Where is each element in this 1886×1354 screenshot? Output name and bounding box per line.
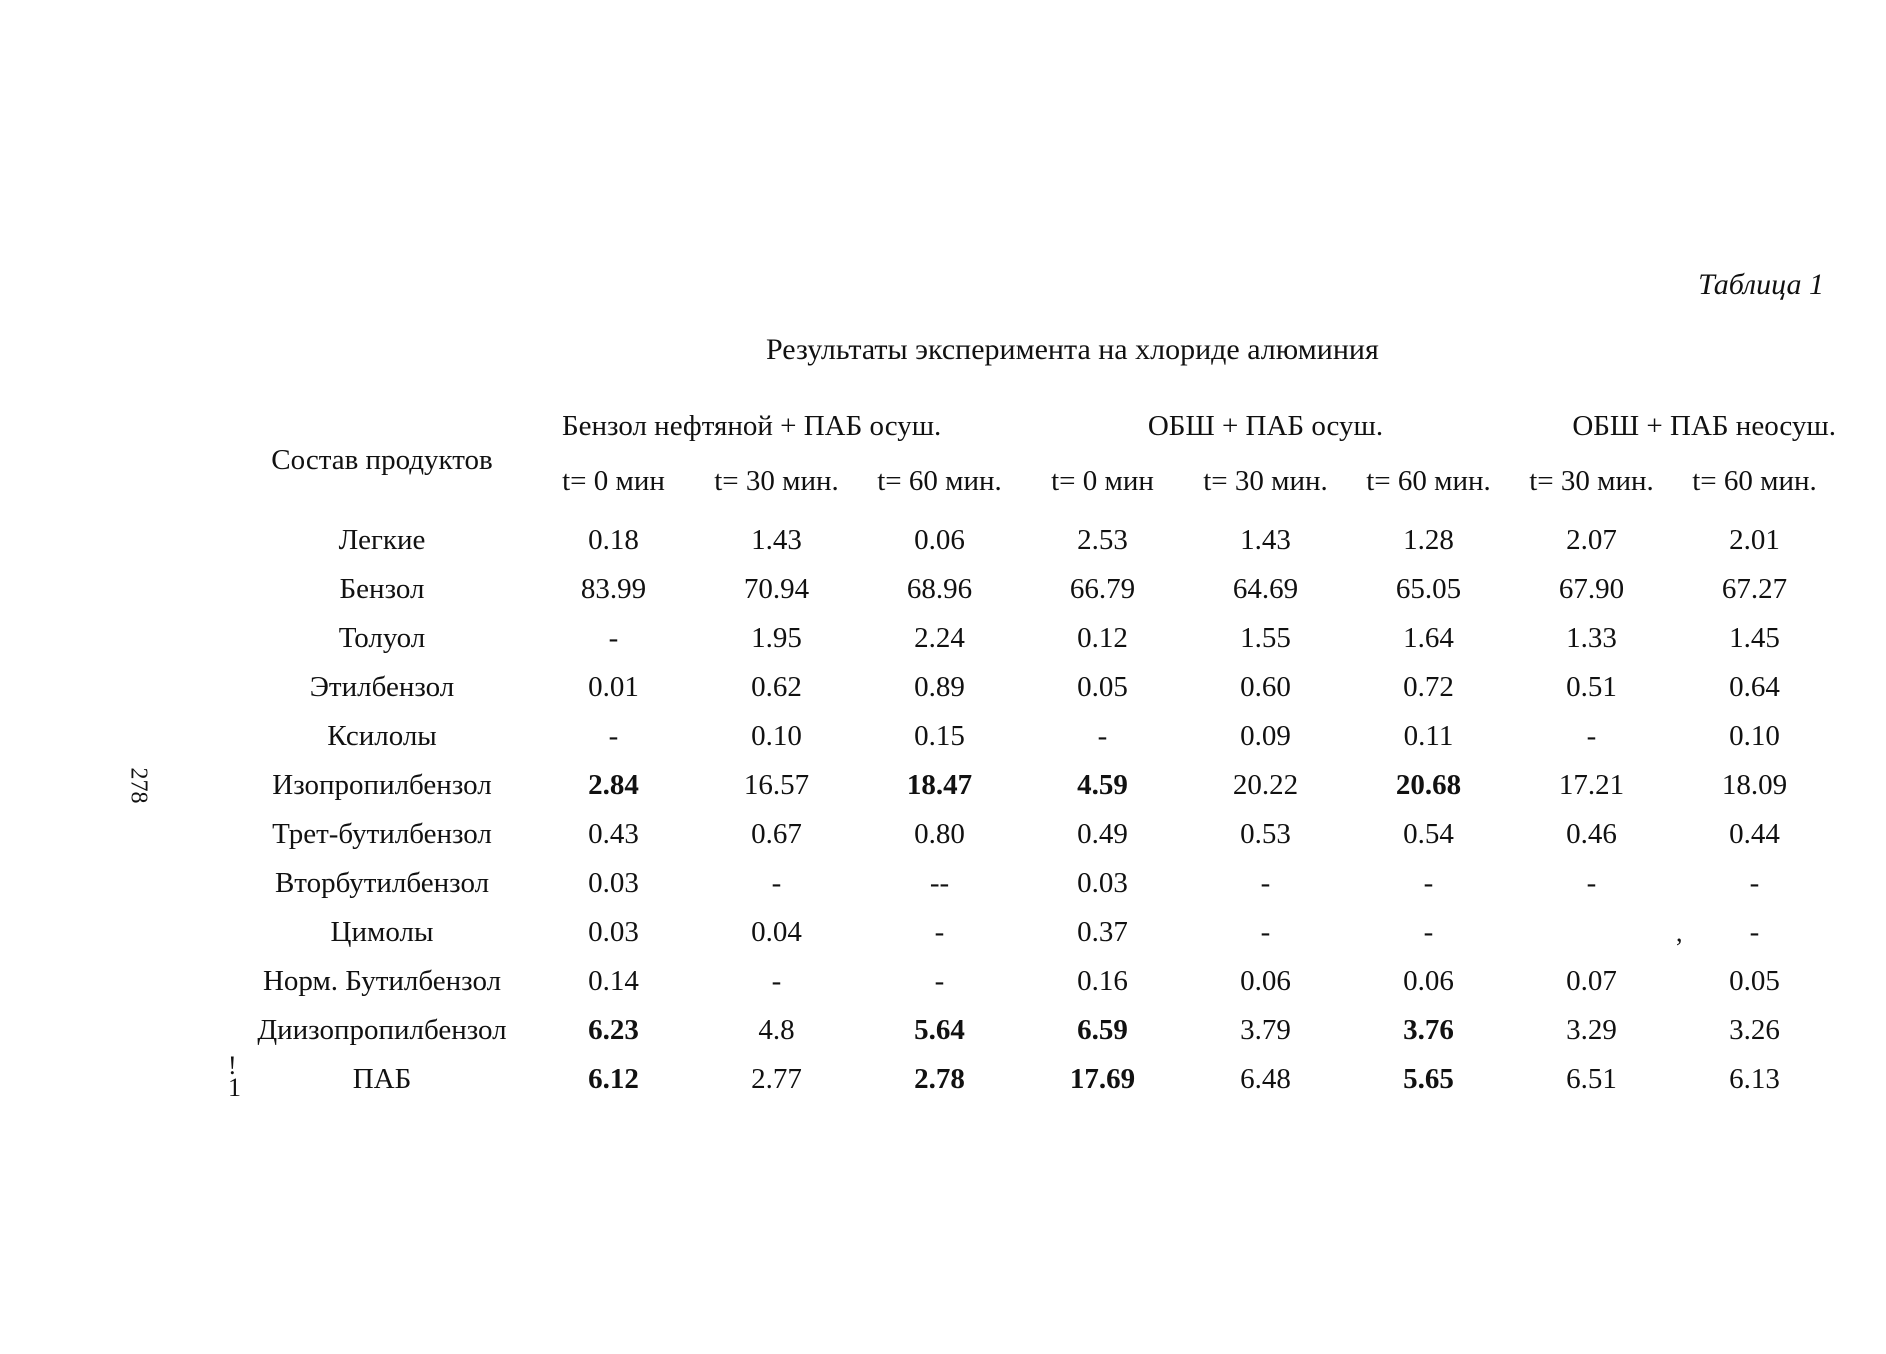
table-row bbox=[232, 956, 1836, 1005]
table-cell: 2.24 bbox=[914, 621, 965, 654]
table-row bbox=[232, 1005, 1836, 1054]
table-row bbox=[232, 858, 1836, 907]
row-label: Норм. Бутилбензол bbox=[262, 964, 502, 997]
table-cell: 0.06 bbox=[914, 523, 965, 556]
table-cell: 0.51 bbox=[1566, 670, 1617, 703]
row-label: ПАБ bbox=[352, 1062, 412, 1095]
table-cell: 0.05 bbox=[1077, 670, 1128, 703]
table-cell: 6.59 bbox=[1077, 1013, 1128, 1046]
table-cell: 5.65 bbox=[1403, 1062, 1454, 1095]
table-cell: 0.54 bbox=[1403, 817, 1454, 850]
table-cell: - bbox=[1097, 719, 1108, 752]
table-cell: - bbox=[1749, 866, 1760, 899]
table-cell: 3.26 bbox=[1729, 1013, 1780, 1046]
table-cell: 4.59 bbox=[1077, 768, 1128, 801]
table-cell: 2.84 bbox=[588, 768, 639, 801]
table-cell: - bbox=[1423, 915, 1434, 948]
table-cell: 0.03 bbox=[588, 866, 639, 899]
table-cell: 0.43 bbox=[588, 817, 639, 850]
table-cell: -- bbox=[929, 866, 950, 899]
table-cell: 0.06 bbox=[1240, 964, 1291, 997]
table-cell: - bbox=[1423, 866, 1434, 899]
table-row bbox=[232, 613, 1836, 662]
row-label: Диизопропилбензол bbox=[257, 1013, 507, 1046]
table-row bbox=[232, 711, 1836, 760]
table-cell: 64.69 bbox=[1232, 572, 1299, 605]
table-row bbox=[232, 907, 1836, 956]
table-cell: 0.89 bbox=[914, 670, 965, 703]
table-cell: 70.94 bbox=[743, 572, 810, 605]
table-cell: 0.06 bbox=[1403, 964, 1454, 997]
table-title: Результаты эксперимента на хлориде алюминия bbox=[766, 333, 1379, 366]
table-cell: - bbox=[1260, 866, 1271, 899]
subheader: t= 60 мин. bbox=[1366, 465, 1491, 497]
subheader: t= 0 мин bbox=[1051, 465, 1154, 497]
table-caption: Таблица 1 bbox=[1698, 268, 1824, 301]
table-cell: 2.53 bbox=[1077, 523, 1128, 556]
table-cell: 0.03 bbox=[1077, 866, 1128, 899]
table-cell bbox=[1510, 907, 1673, 956]
table-cell: 17.21 bbox=[1558, 768, 1625, 801]
table-cell: 0.10 bbox=[1729, 719, 1780, 752]
table-cell: 2.07 bbox=[1566, 523, 1617, 556]
row-label: Легкие bbox=[338, 523, 426, 556]
table-cell: 0.05 bbox=[1729, 964, 1780, 997]
table-cell: 0.09 bbox=[1240, 719, 1291, 752]
table-cell: - bbox=[1586, 719, 1597, 752]
table-cell: 0.80 bbox=[914, 817, 965, 850]
table-cell: - bbox=[1260, 915, 1271, 948]
table-cell: 1.43 bbox=[1240, 523, 1291, 556]
table-row bbox=[232, 809, 1836, 858]
table-cell: 0.53 bbox=[1240, 817, 1291, 850]
table-cell: 0.12 bbox=[1077, 621, 1128, 654]
table-cell: 65.05 bbox=[1395, 572, 1462, 605]
table-row bbox=[232, 1054, 1836, 1103]
table-cell: 68.96 bbox=[906, 572, 973, 605]
group-header: ОБШ + ПАБ осуш. bbox=[1147, 410, 1384, 442]
margin-mark-top: ! bbox=[228, 1051, 237, 1080]
table-cell: 67.27 bbox=[1721, 572, 1788, 605]
table-cell: - bbox=[934, 915, 945, 948]
table-cell: 6.23 bbox=[588, 1013, 639, 1046]
subheader: t= 30 мин. bbox=[714, 465, 839, 497]
table-cell: 1.55 bbox=[1240, 621, 1291, 654]
table-cell: 20.68 bbox=[1395, 768, 1462, 801]
table-cell: - bbox=[608, 719, 619, 752]
stray-mark: , bbox=[1676, 918, 1683, 947]
table-cell: 0.04 bbox=[751, 915, 802, 948]
table-cell: - bbox=[608, 621, 619, 654]
table-cell: - bbox=[771, 964, 782, 997]
table-row bbox=[232, 515, 1836, 564]
table-cell: 0.46 bbox=[1566, 817, 1617, 850]
table-cell: - bbox=[1749, 915, 1760, 948]
row-label: Цимолы bbox=[330, 915, 434, 948]
table-cell: 6.48 bbox=[1240, 1062, 1291, 1095]
table-row bbox=[232, 564, 1836, 613]
table-cell: 0.62 bbox=[751, 670, 802, 703]
table-cell: 2.78 bbox=[914, 1062, 965, 1095]
table-body bbox=[232, 515, 1836, 1103]
table-cell: 20.22 bbox=[1232, 768, 1299, 801]
table-cell: 0.37 bbox=[1077, 915, 1128, 948]
table-cell: 83.99 bbox=[580, 572, 647, 605]
table-cell: 0.18 bbox=[588, 523, 639, 556]
table-cell: 0.49 bbox=[1077, 817, 1128, 850]
table-cell: 0.60 bbox=[1240, 670, 1291, 703]
table-cell: 18.47 bbox=[906, 768, 973, 801]
table-cell: 0.07 bbox=[1566, 964, 1617, 997]
table-cell: 0.15 bbox=[914, 719, 965, 752]
table-cell: 1.45 bbox=[1729, 621, 1780, 654]
table-cell: 1.33 bbox=[1566, 621, 1617, 654]
table-cell: 0.64 bbox=[1729, 670, 1780, 703]
subheader: t= 30 мин. bbox=[1529, 465, 1654, 497]
row-label: Толуол bbox=[338, 621, 426, 654]
table-cell: 1.95 bbox=[751, 621, 802, 654]
table-cell: 0.10 bbox=[751, 719, 802, 752]
table-cell: 3.29 bbox=[1566, 1013, 1617, 1046]
table-cell: - bbox=[771, 866, 782, 899]
row-label: Вторбутилбензол bbox=[274, 866, 490, 899]
table-cell: 67.90 bbox=[1558, 572, 1625, 605]
table-cell: 17.69 bbox=[1069, 1062, 1136, 1095]
table-cell: - bbox=[1586, 866, 1597, 899]
table-row bbox=[232, 760, 1836, 809]
table-cell: 1.28 bbox=[1403, 523, 1454, 556]
subheader: t= 0 мин bbox=[562, 465, 665, 497]
table-cell: 2.01 bbox=[1729, 523, 1780, 556]
table-cell: 6.12 bbox=[588, 1062, 639, 1095]
table-cell: 0.14 bbox=[588, 964, 639, 997]
subheader: t= 60 мин. bbox=[1692, 465, 1817, 497]
table-cell: 0.01 bbox=[588, 670, 639, 703]
table-cell: 0.67 bbox=[751, 817, 802, 850]
table-cell: 6.13 bbox=[1729, 1062, 1780, 1095]
group-header-row bbox=[232, 405, 1836, 447]
group-header: ОБШ + ПАБ неосуш. bbox=[1572, 410, 1836, 442]
table-cell: 18.09 bbox=[1721, 768, 1788, 801]
row-label: Изопропилбензол bbox=[272, 768, 492, 801]
subheader: t= 60 мин. bbox=[877, 465, 1002, 497]
table-cell: 1.43 bbox=[751, 523, 802, 556]
table-cell: - bbox=[934, 964, 945, 997]
page-number: 278 bbox=[125, 767, 152, 804]
row-header: Состав продуктов bbox=[271, 444, 493, 476]
table-cell: 66.79 bbox=[1069, 572, 1136, 605]
row-label: Ксилолы bbox=[327, 719, 437, 752]
table-cell: 4.8 bbox=[758, 1013, 795, 1046]
table-cell: 0.03 bbox=[588, 915, 639, 948]
table-cell: 0.44 bbox=[1729, 817, 1780, 850]
table-cell: 0.16 bbox=[1077, 964, 1128, 997]
table-cell: 3.79 bbox=[1240, 1013, 1291, 1046]
subheader: t= 30 мин. bbox=[1203, 465, 1328, 497]
table-cell: 2.77 bbox=[751, 1062, 802, 1095]
row-label: Бензол bbox=[339, 572, 425, 605]
results-table bbox=[232, 405, 1836, 1103]
margin-mark-bottom: 1 bbox=[228, 1073, 241, 1102]
table-cell: 0.11 bbox=[1403, 719, 1454, 752]
table-cell: 3.76 bbox=[1403, 1013, 1454, 1046]
table-cell: 1.64 bbox=[1403, 621, 1454, 654]
table-cell: 5.64 bbox=[914, 1013, 965, 1046]
table-cell: 6.51 bbox=[1566, 1062, 1617, 1095]
table-cell: 0.72 bbox=[1403, 670, 1454, 703]
row-label: Трет-бутилбензол bbox=[272, 817, 492, 850]
row-label: Этилбензол bbox=[309, 670, 455, 703]
group-header: Бензол нефтяной + ПАБ осуш. bbox=[562, 410, 942, 442]
table-row bbox=[232, 662, 1836, 711]
table-cell: 16.57 bbox=[743, 768, 810, 801]
